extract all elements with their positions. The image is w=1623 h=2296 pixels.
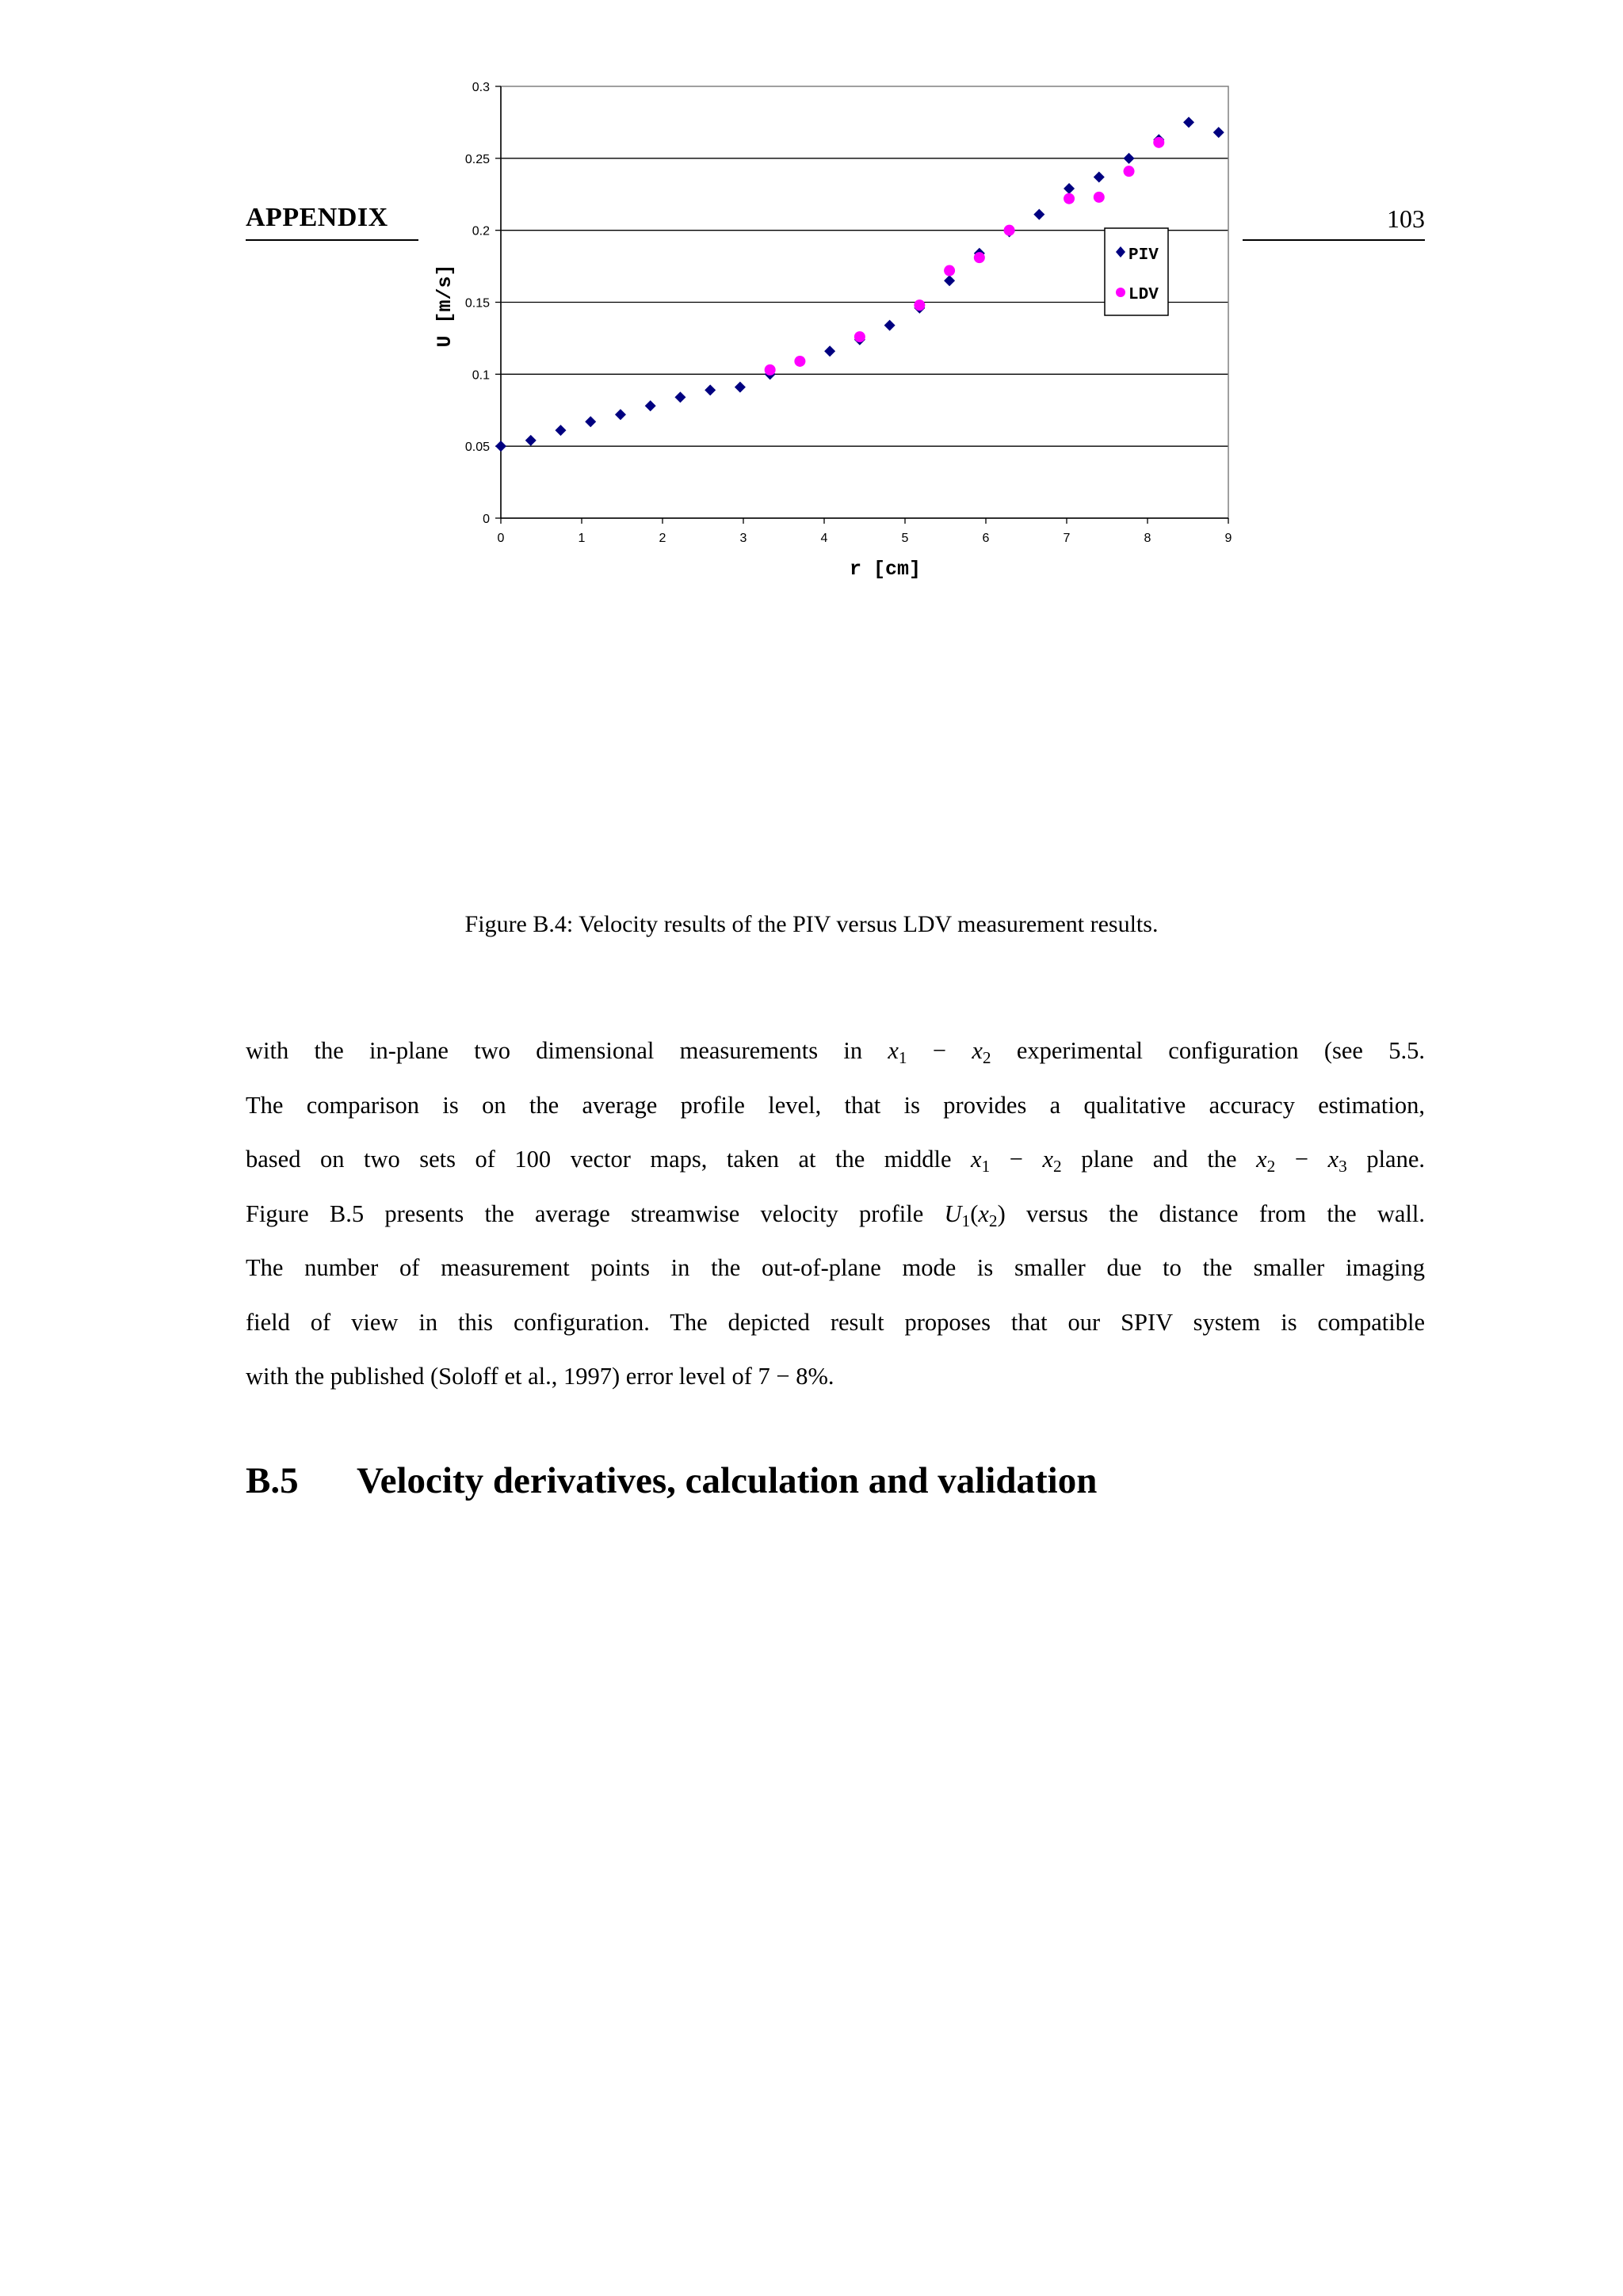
- piv-point: [674, 391, 685, 402]
- y-tick-label: 0: [483, 513, 490, 526]
- ldv-point: [944, 265, 955, 277]
- ldv-point: [1094, 192, 1105, 203]
- piv-point: [884, 320, 896, 331]
- body-line: The comparison is on the average profile level, that is provides a qualitative accuracy estimation,: [246, 1091, 1425, 1119]
- x-tick-label: 4: [820, 532, 828, 545]
- ldv-point: [765, 364, 776, 376]
- body-paragraph: [246, 1024, 1425, 1404]
- y-tick-label: 0.25: [464, 152, 490, 166]
- piv-point: [1183, 116, 1194, 128]
- ldv-point: [854, 331, 865, 342]
- running-head-title: APPENDIX: [246, 203, 388, 232]
- figure-caption: Figure B.4: Velocity results of the PIV versus LDV measurement results.: [464, 911, 1159, 937]
- body-line: with the published (Soloff et al., 1997) error level of 7 − 8%.: [246, 1363, 834, 1390]
- piv-point: [1064, 183, 1075, 194]
- velocity-chart: [0, 0, 1623, 602]
- x-axis-label: r [cm]: [849, 558, 922, 581]
- x-tick-label: 5: [901, 532, 909, 545]
- ldv-point: [1004, 225, 1015, 236]
- piv-point: [585, 416, 596, 427]
- page-number: 103: [1387, 204, 1425, 233]
- y-tick-label: 0.3: [472, 81, 490, 94]
- body-line: field of view in this configuration. The depicted result proposes that our SPIV system is compatible: [246, 1308, 1425, 1336]
- piv-point: [1124, 153, 1135, 164]
- y-tick-label: 0.2: [472, 224, 490, 238]
- chart-legend: [1105, 228, 1168, 315]
- piv-point: [645, 400, 656, 411]
- ldv-point: [1064, 193, 1075, 204]
- piv-point: [705, 384, 716, 395]
- y-tick-label: 0.15: [464, 296, 490, 311]
- body-line: The number of measurement points in the out-of-plane mode is smaller due to the smaller imaging: [246, 1254, 1425, 1281]
- piv-point: [555, 425, 566, 436]
- piv-point: [1094, 171, 1105, 182]
- ldv-point: [1153, 137, 1164, 148]
- legend-piv-label: PIV: [1128, 246, 1159, 265]
- ldv-point: [1124, 166, 1135, 177]
- x-tick-label: 8: [1144, 532, 1151, 545]
- section-heading: [246, 1459, 1097, 1502]
- piv-point: [824, 345, 835, 357]
- ldv-point: [914, 299, 925, 311]
- piv-point: [495, 441, 506, 452]
- piv-point: [944, 275, 955, 286]
- piv-point: [1213, 127, 1224, 138]
- section-number: B.5: [246, 1460, 299, 1501]
- body-line: based on two sets of 100 vector maps, taken at the middle $x_1 - x_2$ plane and the $x_2 - x_3$ plane.: [246, 1146, 1425, 1176]
- legend-ldv-marker: [1116, 288, 1125, 297]
- x-tick-label: 1: [578, 532, 586, 545]
- x-tick-label: 3: [739, 532, 747, 545]
- x-tick-label: 7: [1063, 532, 1071, 545]
- x-tick-label: 6: [982, 532, 990, 545]
- x-tick-label: 0: [497, 532, 505, 545]
- ldv-point: [794, 356, 805, 367]
- piv-point: [1033, 209, 1044, 220]
- x-tick-label: 9: [1224, 532, 1232, 545]
- section-title: Velocity derivatives, calculation and validation: [357, 1460, 1098, 1501]
- body-line: Figure B.5 presents the average streamwise velocity profile $U_1(x_2)$ versus the distance from the wall.: [246, 1199, 1425, 1230]
- piv-point: [735, 382, 746, 393]
- y-axis-label: U [m/s]: [433, 264, 456, 348]
- piv-point: [525, 435, 537, 446]
- ldv-point: [974, 252, 985, 263]
- x-tick-label: 2: [659, 532, 666, 545]
- piv-point: [615, 409, 626, 420]
- y-tick-label: 0.1: [472, 368, 490, 383]
- body-line: with the in-plane two dimensional measurements in $x_1 - x_2$ experimental configuration (see 5.5.: [246, 1037, 1425, 1067]
- legend-ldv-label: LDV: [1128, 286, 1159, 304]
- y-tick-label: 0.05: [464, 441, 490, 455]
